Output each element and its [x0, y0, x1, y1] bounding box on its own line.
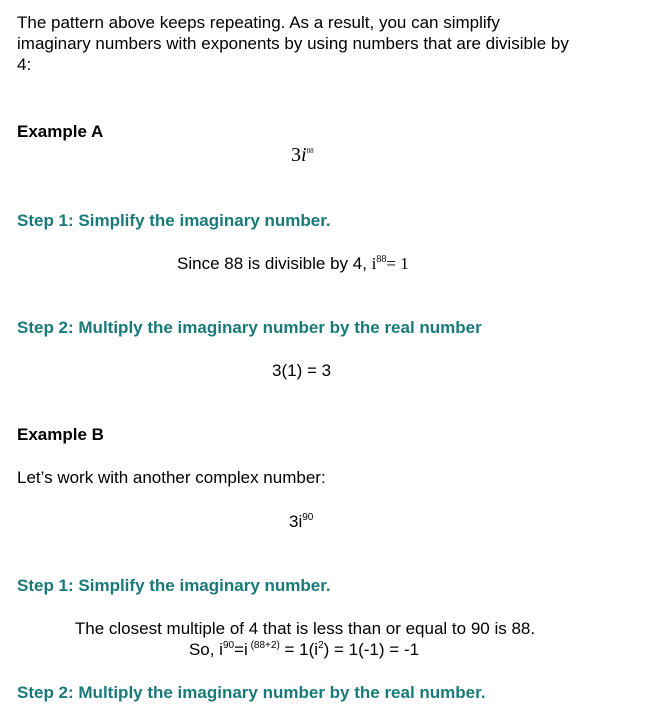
example-a-step1-math: [372, 254, 409, 273]
example-b-step1-line2: [0, 639, 608, 660]
example-a-step1-heading: Step 1: Simplify the imaginary number.: [17, 211, 331, 230]
example-a-step1-text: [177, 253, 409, 274]
example-a-step2-text: 3(1) = 3: [272, 361, 332, 380]
example-a-exponent: 88: [306, 147, 314, 155]
example-b-exponent: 90: [302, 512, 314, 523]
example-a-step2-heading: Step 2: Multiply the imaginary number by the real number: [17, 318, 482, 337]
example-a-heading: Example A: [17, 122, 104, 141]
example-b-heading: Example B: [17, 425, 104, 444]
example-b-expression: [289, 511, 313, 532]
intro-paragraph: The pattern above keeps repeating. As a result, you can simplify imaginary numbers with exponents by using numbers that are divisible by 4:: [17, 13, 569, 74]
example-a-step1-var: i: [371, 254, 377, 273]
line2-exp-2: 2: [318, 640, 324, 651]
example-a-coefficient: 3: [291, 144, 301, 166]
line2-part-c: = 1(i: [279, 640, 319, 659]
example-a-step1-exp: 88: [376, 254, 387, 265]
example-b-base: 3i: [289, 512, 303, 531]
line2-exp-88plus2: (88+2): [247, 640, 280, 651]
example-a-expression: [291, 143, 314, 167]
example-b-step2-heading: Step 2: Multiply the imaginary number by the real number.: [17, 683, 486, 702]
line2-part-d: ) = 1(-1) = -1: [323, 640, 420, 659]
example-b-step1-heading: Step 1: Simplify the imaginary number.: [17, 576, 331, 595]
example-a-variable: i: [301, 144, 307, 166]
example-b-step1-line1: The closest multiple of 4 that is less than or equal to 90 is 88.: [74, 619, 536, 638]
line2-exp-90: 90: [222, 640, 235, 651]
example-a-step1-result: = 1: [386, 254, 409, 273]
line2-part-a: So, i: [188, 640, 223, 659]
line2-part-b: =i: [234, 640, 248, 659]
example-a-step1-sentence: Since 88 is divisible by 4,: [177, 254, 372, 273]
example-b-intro: Let’s work with another complex number:: [17, 468, 326, 487]
